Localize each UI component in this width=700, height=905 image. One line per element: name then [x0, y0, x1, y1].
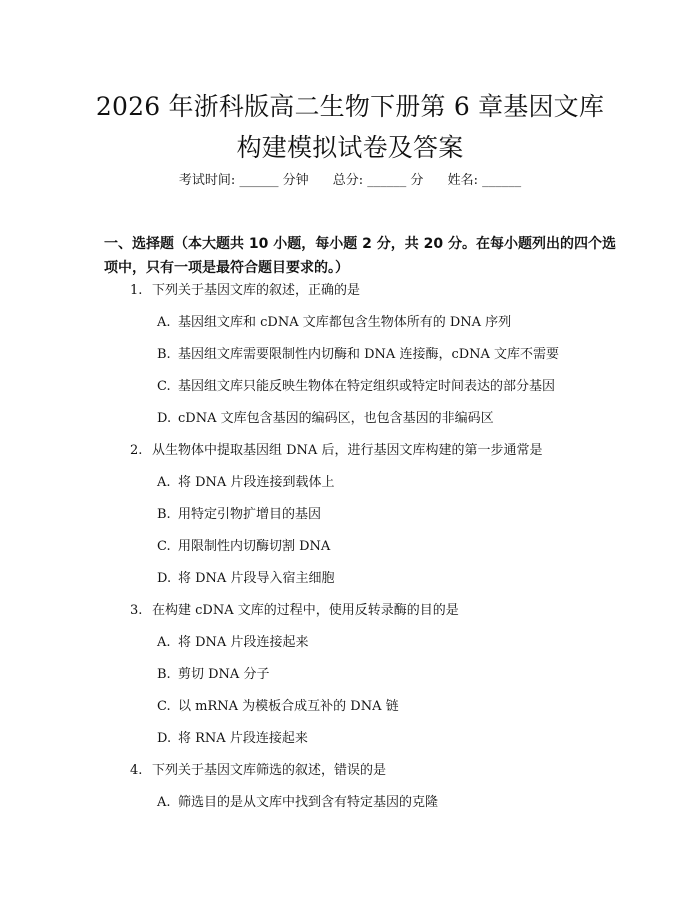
- question-2: [130, 442, 542, 460]
- section-heading: [104, 232, 616, 280]
- option-letter: D.: [157, 731, 172, 746]
- option-letter: A.: [157, 635, 171, 650]
- title-line-1: 2026 年浙科版高二生物下册第 6 章基因文库: [95, 92, 605, 121]
- question-3-option-a: [157, 634, 308, 652]
- question-1-option-a: [157, 314, 511, 332]
- option-text: 基因组文库只能反映生物体在特定组织或特定时间表达的部分基因: [178, 379, 556, 394]
- total-score-label: 总分:: [332, 173, 364, 188]
- question-number: 1.: [130, 283, 143, 298]
- option-letter: D.: [157, 411, 172, 426]
- total-score-blank: ______: [367, 173, 407, 188]
- question-number: 3.: [130, 603, 143, 618]
- question-1: [130, 282, 360, 300]
- page-title: [60, 86, 640, 168]
- option-text: 将 DNA 片段连接到载体上: [178, 475, 335, 490]
- option-text: 以 mRNA 为模板合成互补的 DNA 链: [178, 699, 399, 714]
- question-number: 2.: [130, 443, 143, 458]
- question-2-option-a: [157, 474, 334, 492]
- option-text: 剪切 DNA 分子: [178, 667, 270, 682]
- question-3-option-b: [157, 666, 269, 684]
- option-letter: A.: [157, 315, 171, 330]
- question-text: 下列关于基因文库筛选的叙述，错误的是: [152, 763, 387, 778]
- question-1-option-b: [157, 346, 559, 364]
- section-heading-line-1: 一、选择题（本大题共 10 小题，每小题 2 分，共 20 分。在每小题列出的四个选: [104, 236, 616, 252]
- option-letter: B.: [157, 347, 171, 362]
- question-1-option-c: [157, 378, 555, 396]
- question-number: 4.: [130, 763, 143, 778]
- total-score: [333, 172, 424, 190]
- question-4: [130, 762, 386, 780]
- option-letter: A.: [157, 475, 171, 490]
- option-letter: C.: [157, 379, 171, 394]
- option-letter: C.: [157, 699, 171, 714]
- title-line-2: 构建模拟试卷及答案: [236, 133, 464, 162]
- option-text: 将 RNA 片段连接起来: [178, 731, 308, 746]
- option-letter: A.: [157, 795, 171, 810]
- question-text: 在构建 cDNA 文库的过程中，使用反转录酶的目的是: [152, 603, 459, 618]
- section-heading-line-2: 项中，只有一项是最符合题目要求的。）: [104, 260, 349, 276]
- total-score-unit: 分: [410, 173, 424, 188]
- option-text: 筛选目的是从文库中找到含有特定基因的克隆: [178, 795, 439, 810]
- option-text: 将 DNA 片段连接起来: [178, 635, 309, 650]
- option-text: 用限制性内切酶切割 DNA: [178, 539, 331, 554]
- student-name-label: 姓名:: [447, 173, 478, 188]
- exam-time-unit: 分钟: [282, 173, 309, 188]
- exam-time-blank: ______: [239, 173, 279, 188]
- question-1-option-d: [157, 410, 494, 428]
- student-name-blank: ______: [482, 173, 522, 188]
- student-name: [448, 172, 522, 190]
- question-text: 下列关于基因文库的叙述，正确的是: [152, 283, 361, 298]
- option-text: cDNA 文库包含基因的编码区，也包含基因的非编码区: [178, 411, 494, 426]
- question-2-option-c: [157, 538, 330, 556]
- question-2-option-d: [157, 570, 334, 588]
- question-3: [130, 602, 459, 620]
- option-text: 基因组文库需要限制性内切酶和 DNA 连接酶，cDNA 文库不需要: [178, 347, 560, 362]
- option-letter: C.: [157, 539, 171, 554]
- option-letter: B.: [157, 507, 171, 522]
- exam-time-label: 考试时间:: [178, 173, 236, 188]
- option-text: 将 DNA 片段导入宿主细胞: [178, 571, 335, 586]
- question-2-option-b: [157, 506, 321, 524]
- exam-meta: [0, 172, 700, 190]
- exam-time: [179, 172, 309, 190]
- option-letter: B.: [157, 667, 171, 682]
- question-3-option-d: [157, 730, 308, 748]
- option-text: 基因组文库和 cDNA 文库都包含生物体所有的 DNA 序列: [178, 315, 512, 330]
- question-3-option-c: [157, 698, 399, 716]
- question-text: 从生物体中提取基因组 DNA 后，进行基因文库构建的第一步通常是: [152, 443, 543, 458]
- option-letter: D.: [157, 571, 172, 586]
- question-4-option-a: [157, 794, 438, 812]
- option-text: 用特定引物扩增目的基因: [178, 507, 322, 522]
